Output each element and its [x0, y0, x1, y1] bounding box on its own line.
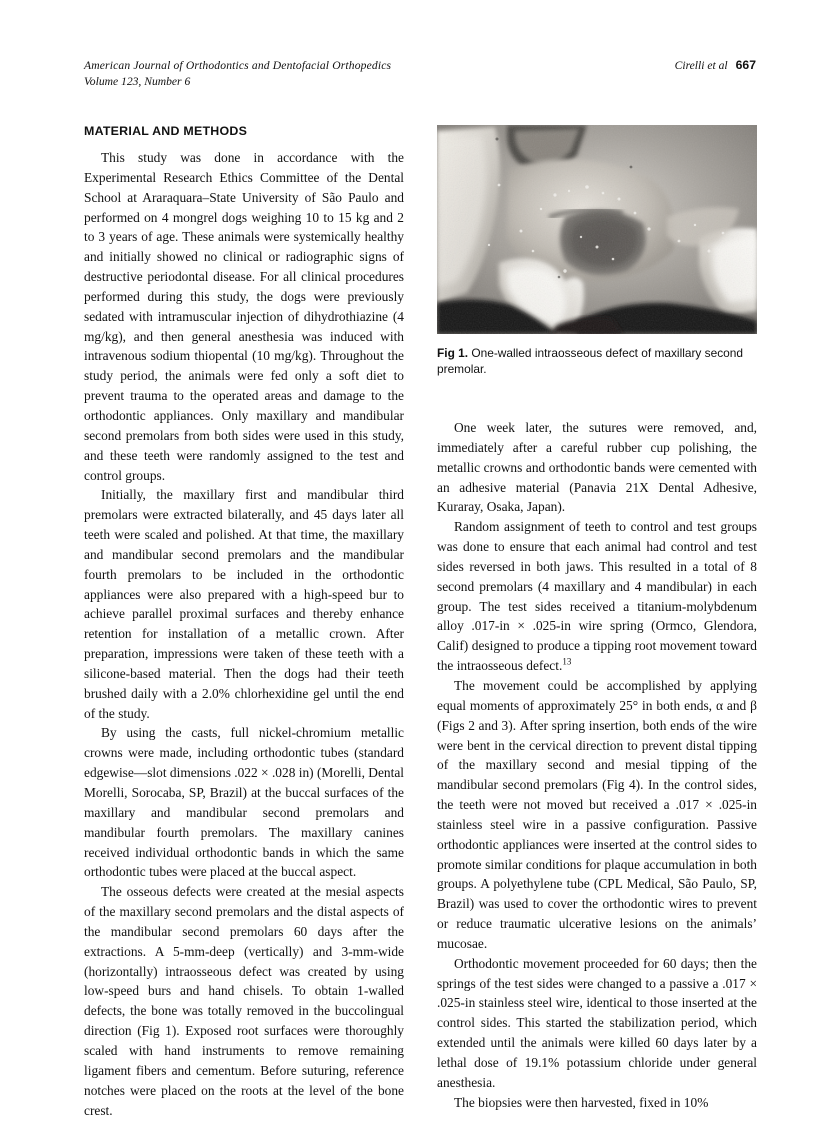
paragraph: The biopsies were then harvested, fixed in 10%	[454, 1094, 709, 1110]
reference-marker: 13	[562, 656, 572, 667]
intraoral-clinical-photograph	[437, 125, 757, 334]
journal-title: American Journal of Orthodontics and Dentofacial Orthopedics	[84, 59, 392, 72]
journal-volume-issue: Volume 123, Number 6	[84, 74, 191, 88]
paragraph: Initially, the maxillary first and mandibular third premolars were extracted bilaterally, and 45 days later all teeth were scaled and polished. At that time, the maxillary and mandibular second premolars and the mandibular fourth premolars to be included in the orthodontic appliances were also prepared with a high-speed bur to achieve parallel proximal surfaces and thereby enhance retention for installation of a metallic crown. After preparation, impressions were taken of these teeth with a silicone-based material. Then the dogs had their teeth brushed daily with a 2.0% chlorhexidine gel until the end of the study.	[84, 487, 404, 721]
paragraph: The osseous defects were created at the mesial aspects of the maxillary second premolars and the distal aspects of the mandibular second premolars 60 days after the extractions. A 5-mm-deep (vertically) and 3-mm-wide (horizontally) intraosseous defect was created by using low-speed burs and hand chisels. To obtain 1-walled defects, the bone was totally removed in the buccolingual direction (Fig 1). Exposed root surfaces were thoroughly scaled with hand instruments to remove remaining ligament fibers and cementum. Before suturing, reference notches were placed on the roots at the level of the bone crest.	[84, 884, 404, 1118]
paragraph-text: Random assignment of teeth to control and test groups was done to ensure that each animal had control and test sides reversed in both jaws. This resulted in a total of 8 second premolars (4 maxillary and 4 mandibular) in each group. The test sides received a titanium-molybdenum alloy .017-in × .025-in wire spring (Ormco, Glendora, Calif) designed to produce a tipping root movement toward the intraosseous defect.	[437, 519, 757, 674]
running-head	[84, 58, 756, 98]
paragraph: By using the casts, full nickel-chromium metallic crowns were made, including orthodontic tubes (standard edgewise—slot dimensions .022 × .028 in) (Morelli, Dental Morelli, Sorocaba, SP, Brazil) at the buccal surfaces of the maxillary and mandibular second premolars and mandibular fourth premolars. The maxillary canines received individual orthodontic bands in which the same orthodontic tubes were placed at the buccal aspect.	[84, 725, 404, 880]
running-head-right	[675, 58, 756, 74]
figure-label: Fig 1.	[437, 346, 469, 360]
figure-caption	[437, 345, 757, 377]
page-number: 667	[735, 58, 756, 72]
paragraph: Orthodontic movement proceeded for 60 days; then the springs of the test sides were changed to a passive a .017 × .025-in stainless steel wire, identical to those inserted at the control sides. This started the stabilization period, which extended until the animals were killed 60 days later by a lethal dose of 19.1% potassium chloride under general anesthesia.	[437, 955, 757, 1090]
paragraph: This study was done in accordance with the Experimental Research Ethics Committee of the Dental School at Araraquara–State University of São Paulo and performed on 4 mongrel dogs weighing 10 to 15 kg and 2 to 3 years of age. These animals were systemically healthy and initially showed no clinical or radiographic signs of destructive periodontal disease. For all clinical procedures performed during this study, the dogs were previously sedated with intramuscular injection of dihydrothiazine (4 mg/kg), and then general anesthesia was induced with intravenous sodium thiopental (10 mg/kg). Throughout the study period, the animals were fed only a soft diet to prevent trauma to the operated areas and damage to the orthodontic appliances. Only maxillary and mandibular second premolars from both sides were used in this study, and these teeth were randomly assigned to the test and control groups.	[84, 150, 404, 483]
left-column	[84, 124, 404, 1120]
paragraph	[437, 517, 757, 676]
section-heading-material-and-methods: MATERIAL AND METHODS	[84, 124, 248, 138]
running-head-authors: Cirelli et al	[674, 59, 728, 72]
paragraph: The movement could be accomplished by applying equal moments of approximately 25° in both ends, α and β (Figs 2 and 3). After spring insertion, both ends of the wire were bent in the cervical direction to prevent distal tipping of the maxillary second and mesial tipping of the mandibular second premolars (Fig 4). In the control sides, the teeth were not moved but received a .017 × .025-in stainless steel wire in a passive configuration. Passive orthodontic appliances were inserted at the control sides to promote similar conditions for plaque accumulation in both groups. A polyethylene tube (CPL Medical, São Paulo, SP, Brazil) was used to cover the orthodontic wires to prevent or reduce traumatic ulcerative lesions on the animals’ mucosae.	[437, 677, 757, 951]
right-column	[437, 418, 757, 1113]
paragraph: One week later, the sutures were removed, and, immediately after a careful rubber cup polishing, the metallic crowns and orthodontic bands were cemented with an adhesive material (Panavia 21X Dental Adhesive, Kuraray, Osaka, Japan).	[437, 420, 757, 515]
figure-1	[437, 125, 757, 377]
figure-caption-text: One-walled intraosseous defect of maxillary second premolar.	[437, 346, 744, 377]
